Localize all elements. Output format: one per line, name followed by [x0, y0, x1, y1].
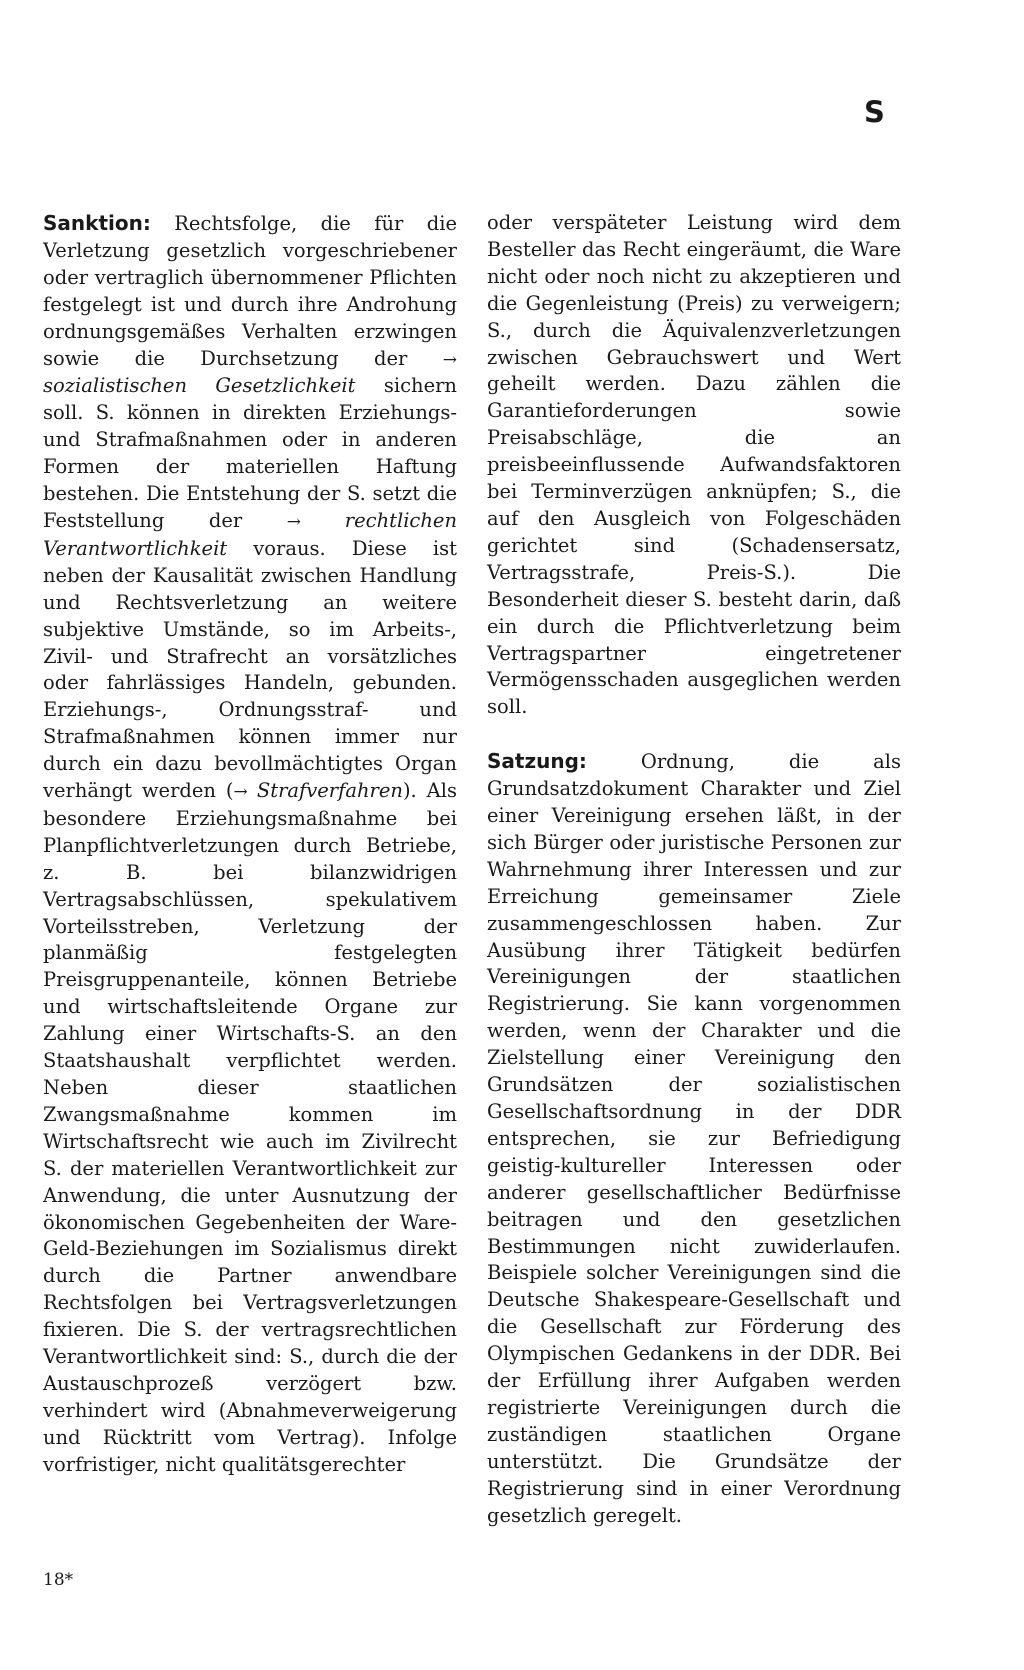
cross-reference-arrow-icon: → — [233, 782, 257, 803]
cross-reference-link[interactable]: sozialistischen Gesetzlichkeit — [43, 374, 356, 398]
entry-text: Rechtsfolge, die für die Verletzung gesetzlich vorgeschriebener oder vertraglich übernommener Pflichten festgelegt ist und durch ihre Androhung ordnungsgemäßes Verhalten erzwingen sowie die Durchsetzung der — [43, 212, 457, 370]
cross-reference-arrow-icon: → — [442, 349, 457, 370]
entry-text: sichern soll. S. können in direkten Erziehungs- und Strafmaßnahmen oder in anderen Formen der materiellen Haftung bestehen. Die Entstehung der S. setzt die Feststellung der — [43, 374, 457, 532]
entry-text: Ordnung, die als Grundsatzdokument Charakter und Ziel einer Vereinigung ersehen läßt, in der sich Bürger oder juristische Personen zur Wahrnehmung ihrer Interessen und zur Erreichung gemeinsamer Ziele zusammengeschlossen haben. Zur Ausübung ihrer Tätigkeit bedürfen Vereinigungen der staatlichen Registrierung. Sie kann vorgenommen werden, wenn der Charakter und die Zielstellung einer Vereinigung den Grundsätzen der sozialistischen Gesellschaftsordnung in der DDR entsprechen, sie zur Befriedigung geistig-kultureller Interessen oder anderer gesellschaftlicher Bedürfnisse beitragen und den gesetzlichen Bestimmungen nicht zuwiderlaufen. Beispiele solcher Vereinigungen sind die Deutsche Shakespeare-Gesellschaft und die Gesellschaft zur Förderung des Olympischen Gedankens in der DDR. Bei der Erfüllung ihrer Aufgaben werden registrierte Vereinigungen durch die zuständigen staatlichen Organe unterstützt. Die Grundsätze der Registrierung sind in einer Verordnung gesetzlich geregelt. — [487, 750, 901, 1527]
entry-sanktion — [43, 210, 457, 1479]
headword-satzung: Satzung: — [487, 749, 587, 774]
entry-separator — [487, 721, 901, 748]
section-letter: S — [864, 95, 885, 129]
right-column — [487, 210, 901, 1530]
headword-sanktion: Sanktion: — [43, 211, 151, 235]
cross-reference-link[interactable]: rechtlichen Verantwortlichkeit — [43, 508, 458, 560]
entry-satzung — [487, 748, 901, 1529]
cross-reference-link[interactable]: Strafverfahren — [256, 779, 403, 803]
page-number: 18* — [43, 1570, 74, 1590]
cross-reference-arrow-icon: → — [286, 511, 345, 532]
entry-sanktion-continued: oder verspäteter Leistung wird dem Besteller das Recht eingeräumt, die Ware nicht oder noch nicht zu akzeptieren und die Gegenleistung (Preis) zu verweigern; S., durch die Äquivalenzverletzungen zwischen Gebrauchswert und Wert geheilt werden. Dazu zählen die Garantieforderungen sowie Preisabschläge, die an preisbeeinflussende Aufwandsfaktoren bei Terminverzügen anknüpfen; S., die auf den Ausgleich von Folgeschäden gerichtet sind (Schadensersatz, Vertragsstrafe, Preis-S.). Die Besonderheit dieser S. besteht darin, daß ein durch die Pflichtverletzung beim Vertragspartner eingetretener Vermögensschaden ausgeglichen werden soll. — [487, 211, 901, 719]
entry-text: ). Als besondere Erziehungsmaßnahme bei Planpflichtverletzungen durch Betriebe, z. B. bei bilanzwidrigen Vertragsabschlüssen, spekulativem Vorteilsstreben, Verletzung der planmäßig festgelegten Preisgruppenanteile, können Betriebe und wirtschaftsleitende Organe zur Zahlung einer Wirtschafts-S. an den Staatshaushalt verpflichtet werden. Neben dieser staatlichen Zwangsmaßnahme kommen im Wirtschaftsrecht wie auch im Zivilrecht S. der materiellen Verantwortlichkeit zur Anwendung, die unter Ausnutzung der ökonomischen Gegebenheiten der Ware-Geld-Beziehungen im Sozialismus direkt durch die Partner anwendbare Rechtsfolgen bei Vertragsverletzungen fixieren. Die S. der vertragsrechtlichen Verantwortlichkeit sind: S., durch die der Austauschprozeß verzögert bzw. verhindert wird (Abnahmeverweigerung und Rücktritt vom Vertrag). Infolge vorfristiger, nicht qualitätsgerechter — [43, 779, 457, 1476]
left-column — [43, 210, 457, 1479]
entry-text: voraus. Diese ist neben der Kausalität zwischen Handlung und Rechtsverletzung an weitere subjektive Umstände, so im Arbeits-, Zivil- und Strafrecht an vorsätzliches oder fahrlässiges Handeln, gebunden. Erziehungs-, Ordnungsstraf- und Strafmaßnahmen können immer nur durch ein dazu bevollmächtigtes Organ verhängt werden ( — [43, 536, 457, 803]
